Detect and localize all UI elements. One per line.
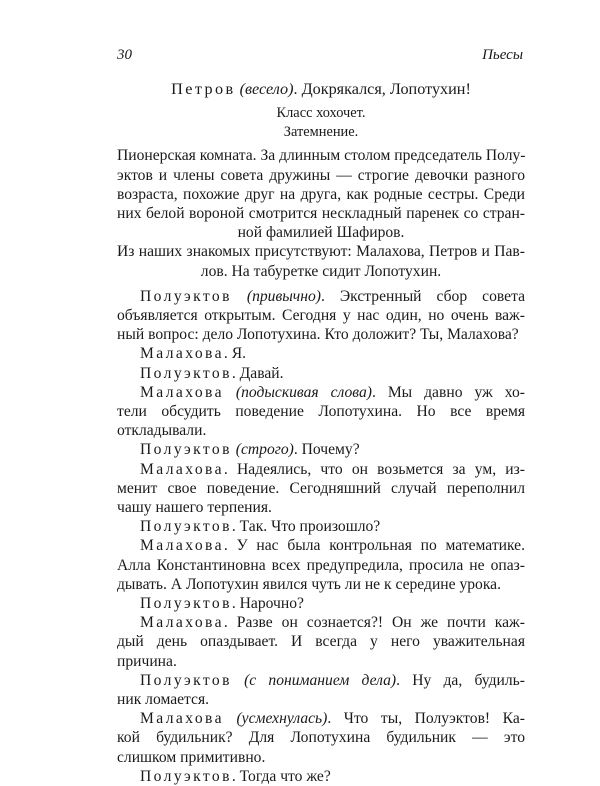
stage-direction-line: Затемнение. (283, 123, 359, 140)
speaker-name: Полуэктов (140, 287, 232, 305)
dialogue-line (117, 709, 525, 728)
stage-direction: (подыскивая слова) (235, 383, 372, 401)
speaker-name: Полуэктов (140, 767, 232, 785)
dialogue-continuation: причина. (117, 652, 177, 670)
stage-direction-line: Класс хохочет. (276, 105, 366, 122)
dialogue-line (117, 364, 525, 383)
dialogue-line (117, 80, 525, 99)
stage-direction: (привычно) (246, 287, 321, 305)
speaker-name: Малахова (140, 614, 224, 632)
dialogue-line (117, 536, 525, 555)
scene-description-line: Из наших знакомых присутствуют: Малахова, Петров и Пав- (117, 243, 525, 261)
speech-text: . Так. Что произошло? (231, 518, 381, 536)
running-header (117, 47, 523, 67)
speaker-name: Малахова (140, 383, 224, 401)
speech-text: . Я. (223, 345, 247, 363)
speech-text: . Давай. (231, 364, 284, 382)
scene-description-line: лов. На табуретке сидит Лопотухин. (200, 262, 442, 280)
dialogue-continuation: кой будильник? Для Лопотухина будильник — это (117, 729, 525, 747)
dialogue-line (117, 287, 525, 306)
dialogue-line (117, 344, 525, 363)
dialogue-line (117, 460, 525, 479)
dialogue-line (117, 613, 525, 632)
running-title: Пьесы (482, 47, 523, 63)
dialogue-continuation: чашу нашего терпения. (117, 499, 272, 517)
speaker-name: Полуэктов (140, 671, 232, 689)
stage-direction: (с пониманием дела) (244, 671, 397, 689)
scene-description-line: них белой вороной смотрится нескладный паренек со стран- (117, 205, 525, 222)
speech-text: . Почему? (293, 441, 360, 459)
stage-direction: (строго) (235, 441, 294, 459)
speaker-name: Малахова (140, 345, 224, 363)
speech-text: . Мы давно уж хо- (371, 383, 525, 401)
speaker-name: Полуэктов (140, 441, 232, 459)
dialogue-line (117, 440, 525, 459)
speaker-name: Малахова (140, 537, 224, 555)
speaker-name: Полуэктов (140, 364, 232, 382)
dialogue-line (117, 594, 525, 613)
speaker-name: Полуэктов (140, 595, 232, 613)
speaker-name: Полуэктов (140, 518, 232, 536)
scene-description-line: возраста, похожие друг на друга, как родные сестры. Среди (117, 185, 525, 203)
scene-description-line: ной фамилией Шафиров. (237, 224, 405, 242)
dialogue-continuation: откладывали. (117, 422, 207, 440)
speech-text: . Нарочно? (231, 595, 304, 613)
speech-text: . Что ты, Полуэктов! Ка- (327, 710, 525, 728)
page-body (117, 80, 525, 786)
dialogue-line (117, 517, 525, 536)
dialogue-continuation: дый день опаздывает. И всегда у него уважительная (117, 633, 525, 651)
speech-text: . Докрякался, Лопотухин! (293, 80, 471, 98)
dialogue-continuation: менит свое поведение. Сегодняшний случай переполнил (117, 479, 525, 497)
dialogue-continuation: Алла Константиновна всех предупредила, просила не опаз- (117, 556, 525, 574)
speaker-name: Малахова (140, 460, 224, 478)
speech-text: . Разве он сознается?! Он же почти каж- (223, 614, 525, 632)
speaker-name: Петров (171, 80, 236, 98)
scene-description-line: эктов и члены совета дружины — строгие девочки разного (117, 166, 525, 184)
dialogue-continuation: дывать. А Лопотухин явился чуть ли не к середине урока. (117, 575, 502, 593)
stage-direction: (весело) (239, 80, 294, 98)
speech-text: . Ну да, будиль- (396, 671, 525, 689)
dialogue-continuation: ный вопрос: дело Лопотухина. Кто доложит? Ты, Малахова? (117, 326, 519, 344)
dialogue-continuation: слишком примитивно. (117, 748, 266, 766)
dialogue-continuation: объявляется открытым. Сегодня у нас один, но очень важ- (117, 307, 525, 325)
dialogue-line (117, 767, 525, 786)
dialogue-continuation: ник ломается. (117, 691, 210, 709)
dialogue-continuation: тели обсудить поведение Лопотухина. Но все время (117, 403, 525, 421)
speech-text: . Надеялись, что он возьмется за ум, из- (223, 460, 525, 478)
speaker-name: Малахова (140, 710, 224, 728)
dialogue-line (117, 671, 525, 690)
stage-direction: (усмехнулась) (236, 710, 328, 728)
speech-text: . Экстренный сбор совета (320, 287, 525, 305)
speech-text: . У нас была контрольная по математике. (223, 537, 525, 555)
scene-description-line: Пионерская комната. За длинным столом председатель Полу- (117, 147, 526, 165)
page-number: 30 (117, 47, 132, 63)
speech-text: . Тогда что же? (231, 767, 331, 785)
dialogue-line (117, 383, 525, 402)
